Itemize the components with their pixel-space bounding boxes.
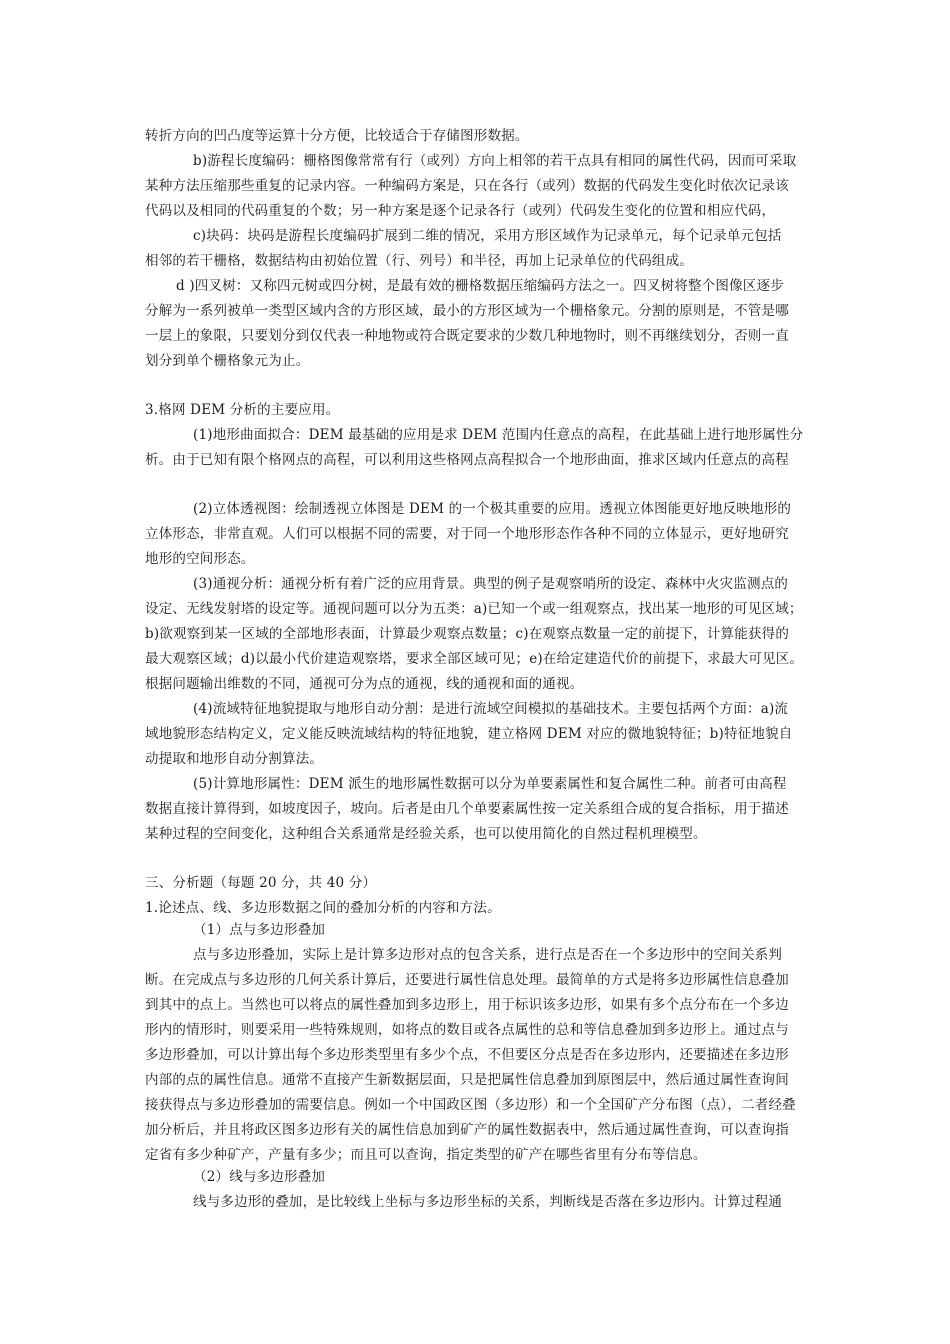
text-line: 代码以及相同的代码重复的个数；另一种方案是逐个记录各行（或列）代码发生变化的位置和相应代码， [145, 203, 776, 219]
text-line: 某种方法压缩那些重复的记录内容。一种编码方案是，只在各行（或列）数据的代码发生变化时依次记录该 [145, 178, 789, 194]
subsection-heading: （1）点与多边形叠加 [193, 922, 326, 938]
text-line: (4)流域特征地貌提取与地形自动分割：是进行流域空间模拟的基础技术。主要包括两个方面：a)流 [193, 701, 789, 717]
text-line: 接获得点与多边形叠加的需要信息。例如一个中国政区图（多边形）和一个全国矿产分布图（点），二者经叠 [145, 1097, 796, 1113]
text-line: 根据问题输出维数的不同，通视可分为点的通视，线的通视和面的通视。 [145, 676, 584, 692]
text-line: 点与多边形叠加，实际上是计算多边形对点的包含关系，进行点是否在一个多边形中的空间关系判 [193, 947, 783, 963]
text-line: (1)地形曲面拟合：DEM 最基础的应用是求 DEM 范围内任意点的高程，在此基础上进行地形属性分 [193, 427, 804, 443]
section-heading: 3.格网 DEM 分析的主要应用。 [145, 402, 340, 418]
text-line: 域地貌形态结构定义，定义能反映流域结构的特征地貌，建立格网 DEM 对应的微地貌特征；b)特征地貌自 [145, 726, 793, 742]
text-line: 设定、无线发射塔的设定等。通视问题可以分为五类：a)已知一个或一组观察点，找出某一地形的可见区域； [145, 601, 803, 617]
text-line: 转折方向的凹凸度等运算十分方便，比较适合于存储图形数据。 [145, 128, 529, 144]
text-line: 地形的空间形态。 [145, 551, 255, 567]
text-line: 最大观察区域；d)以最小代价建造观察塔，要求全部区域可见；e)在给定建造代价的前提下，求最大可见区。 [145, 651, 804, 667]
text-line: (2)立体透视图：绘制透视立体图是 DEM 的一个极其重要的应用。透视立体图能更好地反映地形的 [193, 501, 792, 517]
text-line: 加分析后，并且将政区图多边形有关的属性信息加到矿产的属性数据表中，然后通过属性查询，可以查询指 [145, 1122, 789, 1138]
text-line: 多边形叠加，可以计算出每个多边形类型里有多少个点，不但要区分点是否在多边形内，还要描述在多边形 [145, 1047, 789, 1063]
text-line: 析。由于已知有限个格网点的高程，可以利用这些格网点高程拟合一个地形曲面，推求区域内任意点的高程 [145, 452, 789, 468]
text-line: 分解为一系列被单一类型区域内含的方形区域，最小的方形区域为一个栅格象元。分割的原则是，不管是哪 [145, 303, 789, 319]
text-line: 内部的点的属性信息。通常不直接产生新数据层面，只是把属性信息叠加到原图层中，然后通过属性查询间 [145, 1072, 789, 1088]
text-line: 形内的情形时，则要采用一些特殊规则，如将点的数目或各点属性的总和等信息叠加到多边形上。通过点与 [145, 1022, 789, 1038]
text-line: 数据直接计算得到，如坡度因子，坡向。后者是由几个单要素属性按一定关系组合成的复合指标，用于描述 [145, 801, 789, 817]
text-line: 某种过程的空间变化，这种组合关系通常是经验关系，也可以使用简化的自然过程机理模型。 [145, 826, 707, 842]
text-line: d )四叉树：又称四元树或四分树，是最有效的栅格数据压缩编码方法之一。四叉树将整个图像区逐步 [176, 278, 784, 294]
text-line: 立体形态，非常直观。人们可以根据不同的需要，对于同一个地形形态作各种不同的立体显示，更好地研究 [145, 526, 789, 542]
text-line: 相邻的若干栅格，数据结构由初始位置（行、列号）和半径，再加上记录单位的代码组成。 [145, 253, 693, 269]
text-line: 定省有多少种矿产，产量有多少；而且可以查询，指定类型的矿产在哪些省里有分布等信息。 [145, 1147, 707, 1163]
question-heading: 1.论述点、线、多边形数据之间的叠加分析的内容和方法。 [145, 900, 501, 916]
text-line: b)欲观察到某一区域的全部地形表面，计算最少观察点数量；c)在观察点数量一定的前提下，计算能获得的 [145, 626, 790, 642]
text-line: 断。在完成点与多边形的几何关系计算后，还要进行属性信息处理。最简单的方式是将多边形属性信息叠加 [145, 972, 789, 988]
text-line: c)块码：块码是游程长度编码扩展到二维的情况，采用方形区域作为记录单元，每个记录单元包括 [193, 228, 782, 244]
text-line: 划分到单个栅格象元为止。 [145, 353, 310, 369]
text-line: 一层上的象限，只要划分到仅代表一种地物或符合既定要求的少数几种地物时，则不再继续划分，否则一直 [145, 328, 789, 344]
text-line: 到其中的点上。当然也可以将点的属性叠加到多边形上，用于标识该多边形，如果有多个点分布在一个多边 [145, 997, 789, 1013]
text-line: 线与多边形的叠加，是比较线上坐标与多边形坐标的关系，判断线是否落在多边形内。计算过程通 [193, 1194, 783, 1210]
text-line: b)游程长度编码：栅格图像常常有行（或列）方向上相邻的若干点具有相同的属性代码，因而可采取 [193, 153, 797, 169]
text-line: 动提取和地形自动分割算法。 [145, 751, 324, 767]
text-line: (3)通视分析：通视分析有着广泛的应用背景。典型的例子是观察哨所的设定、森林中火灾监测点的 [193, 576, 789, 592]
text-line: (5)计算地形属性：DEM 派生的地形属性数据可以分为单要素属性和复合属性二种。前者可由高程 [193, 776, 787, 792]
subsection-heading: （2）线与多边形叠加 [193, 1169, 326, 1185]
section-heading: 三、分析题（每题 20 分，共 40 分） [145, 875, 377, 891]
